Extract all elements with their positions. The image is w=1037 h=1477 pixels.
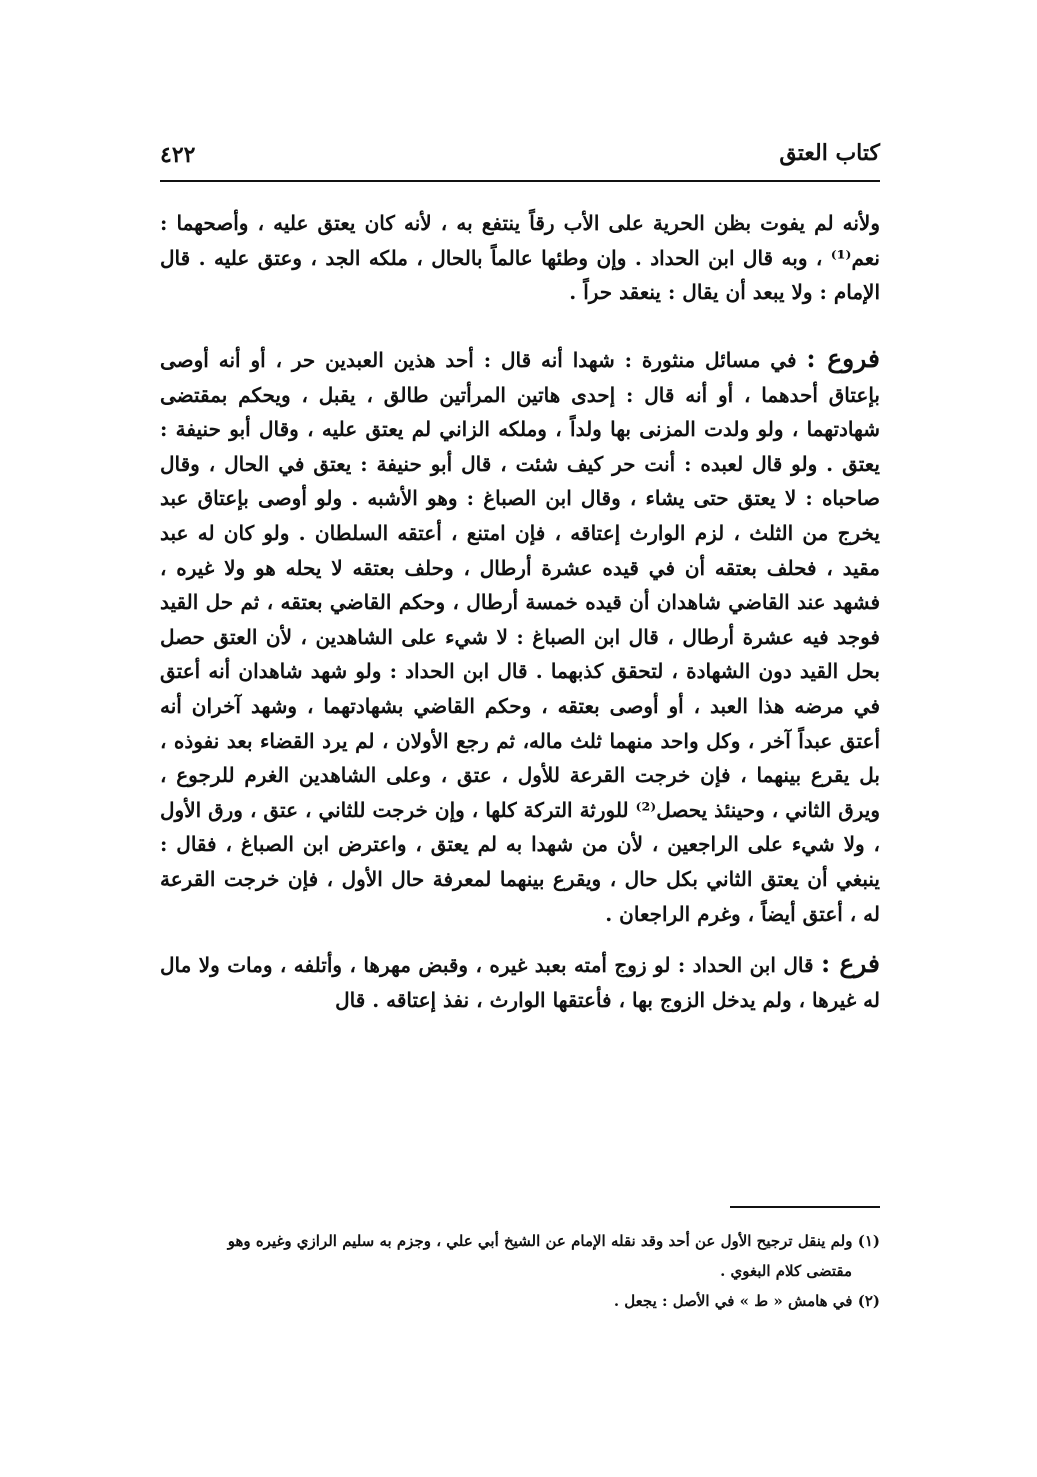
paragraph-2 xyxy=(160,342,880,931)
footnote-1-continuation-text: مقتضى كلام البغوي . xyxy=(720,1262,852,1280)
paragraph-1 xyxy=(160,206,880,310)
paragraph-3 xyxy=(160,947,880,1017)
footnote-2-marker: (٢) xyxy=(857,1292,880,1310)
section-heading-far: فرع : xyxy=(820,949,880,979)
footnote-1-marker: (١) xyxy=(857,1232,880,1250)
header-rule xyxy=(160,180,880,182)
page-header xyxy=(160,140,880,180)
section-heading-furu: فروع : xyxy=(806,344,881,373)
footnote-separator xyxy=(730,1206,880,1208)
footnotes xyxy=(160,1226,880,1316)
paragraph-3-text: قال ابن الحداد : لو زوج أمته بعبد غيره ، وقبض مهرها ، وأتلفه ، ومات ولا مال له غيرها ، ولم يدخل الزوج بها ، فأعتقها الوارث ، نفذ إعتاقه . قال xyxy=(160,953,880,1012)
footnote-1 xyxy=(160,1226,880,1256)
page-number: ٤٢٢ xyxy=(160,142,196,168)
footnote-2 xyxy=(160,1286,880,1316)
footnote-1-text: ولم ينقل ترجيح الأول عن أحد وقد نقله الإمام عن الشيخ أبي علي ، وجزم به سليم الرازي وغيره وهو xyxy=(227,1232,853,1250)
running-title: كتاب العتق xyxy=(779,140,880,166)
main-text xyxy=(160,206,880,1017)
paragraph-2-text: في مسائل منثورة : شهدا أنه قال : أحد هذين العبدين حر ، أو أنه أوصى بإعتاق أحدهما ، أو أنه قال : إحدى هاتين المرأتين طالق ، يقبل ، ويحكم بمقتضى شهادتهما ، ولو ولدت المزنى بها ولداً ، وملكه الزاني لم يعتق عليه ، وقال أبو حنيفة : يعتق . ولو قال لعبده : أنت حر كيف شئت ، قال أبو حنيفة : يعتق في الحال ، وقال صاحباه : لا يعتق حتى يشاء ، وقال ابن الصباغ : وهو الأشبه . ولو أوصى بإعتاق عبد يخرج من الثلث ، لزم الوارث إعتاقه ، فإن امتنع ، أعتقه السلطان . ولو كان له عبد مقيد ، فحلف بعتقه أن في قيده عشرة أرطال ، وحلف بعتقه لا يحله هو ولا غيره ، فشهد عند القاضي شاهدان أن قيده خمسة أرطال ، وحكم القاضي بعتقه ، ثم حل القيد فوجد فيه عشرة أرطال ، قال ابن الصباغ : لا شيء على الشاهدين ، لأن العتق حصل بحل القيد دون الشهادة ، لتحقق كذبهما . قال ابن الحداد : ولو شهد شاهدان أنه أعتق في مرضه هذا العبد ، أو أوصى بعتقه ، وحكم القاضي بشهادتهما ، وشهد آخران أنه أعتق عبداً آخر ، وكل واحد منهما ثلث ماله، ثم رجع الأولان ، لم يرد القضاء بعد نفوذه ، بل يقرع بينهما ، فإن خرجت القرعة للأول ، عتق ، وعلى الشاهدين الغرم للرجوع ، ويرق الثاني ، وحينئذ يحصل⁽²⁾ للورثة التركة كلها ، وإن خرجت للثاني ، عتق ، ورق الأول ، ولا شيء على الراجعين ، لأن من شهدا به لم يعتق ، واعترض ابن الصباغ ، فقال : ينبغي أن يعتق الثاني بكل حال ، ويقرع بينهما لمعرفة حال الأول ، فإن خرجت القرعة له ، أعتق أيضاً ، وغرم الراجعان . xyxy=(160,348,880,926)
paragraph-1-text: ولأنه لم يفوت بظن الحرية على الأب رقاً ينتفع به ، لأنه كان يعتق عليه ، وأصحهما : نعم⁽¹⁾ ، وبه قال ابن الحداد . وإن وطئها عالماً بالحال ، ملكه الجد ، وعتق عليه . قال الإمام : ولا يبعد أن يقال : ينعقد حراً . xyxy=(160,211,880,305)
footnote-1-continuation xyxy=(160,1256,880,1286)
footnote-2-text: في هامش « ط » في الأصل : يجعل . xyxy=(613,1292,853,1310)
